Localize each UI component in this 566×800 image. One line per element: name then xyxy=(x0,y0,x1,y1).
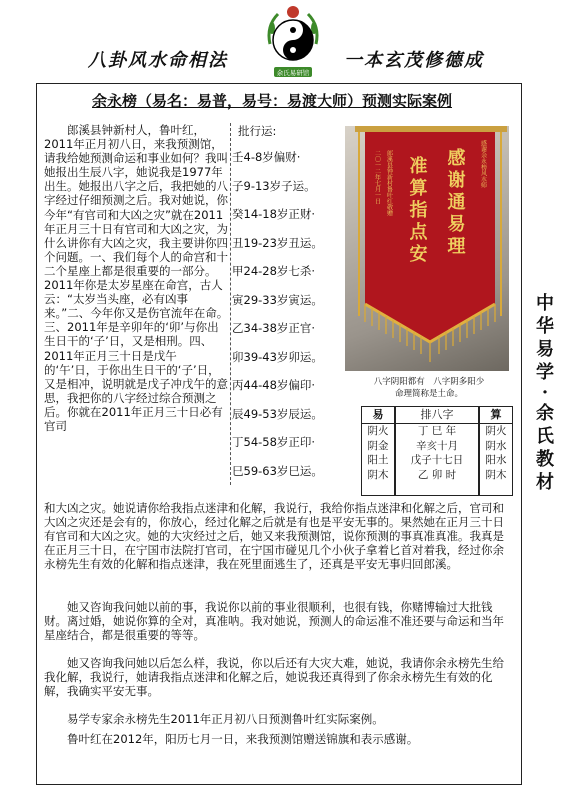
bazi-table xyxy=(361,406,513,494)
fortune-item: 子9-13岁子运。 xyxy=(232,178,316,193)
fortune-item: 丙44-48岁偏印· xyxy=(232,378,316,392)
side-char: 余 xyxy=(536,403,554,424)
fortune-item: 丑19-23岁丑运。 xyxy=(232,235,323,250)
banner-photo xyxy=(345,126,509,371)
article-paragraph-2: 她又咨询我问她以前的事，我说你以前的事业很顺利，也很有钱，你赌博输过大批钱财。离过婚，她说你算的全对，真准呐。我对她说，预测人的命运准不准还要与命运和当年星座结合，都是很重要的等等。 xyxy=(44,600,504,643)
fortune-item: 寅29-33岁寅运。 xyxy=(232,292,323,307)
bazi-cell: 戊子十七日 xyxy=(410,454,464,466)
column-divider xyxy=(230,123,231,485)
article-paragraph-5: 鲁叶红在2012年，阳历七月一日，来我预测馆赠送锦旗和表示感谢。 xyxy=(67,732,419,746)
banner-caption xyxy=(345,376,513,400)
bazi-left-column xyxy=(361,406,395,496)
banner-small-left: 郎溪县钟新村鲁叶红敬赠 xyxy=(385,150,393,216)
fortune-list xyxy=(232,123,332,492)
side-char: 易 xyxy=(536,339,554,360)
fortune-item: 丁54-58岁正印· xyxy=(232,435,316,449)
bazi-cell: 阴水 xyxy=(485,439,507,452)
side-vertical-text xyxy=(534,292,556,494)
yin-yang-logo xyxy=(264,4,322,80)
bazi-cell: 阴木 xyxy=(367,468,389,481)
bazi-cell: 辛亥十月 xyxy=(416,439,458,452)
side-char: 学 xyxy=(536,362,554,383)
side-char: 教 xyxy=(536,449,554,470)
bazi-cell: 阳水 xyxy=(485,454,507,466)
bazi-cell: 阳土 xyxy=(367,454,389,466)
logo-text: 余氏易研馆 xyxy=(276,69,310,77)
bazi-cell: 阴木 xyxy=(485,468,507,481)
fortune-item: 乙34-38岁正官· xyxy=(232,321,316,335)
fortune-item: 甲24-28岁七杀· xyxy=(232,264,316,278)
bazi-cell: 阴火 xyxy=(367,425,389,437)
bazi-left-head: 易 xyxy=(362,407,394,424)
side-char: 华 xyxy=(536,316,554,337)
banner-line-2: 准算指点安 xyxy=(406,156,428,266)
bazi-right-column xyxy=(479,406,513,496)
article-paragraph-4: 易学专家余永榜先生2011年正月初八日预测鲁叶红实际案例。 xyxy=(67,712,384,726)
banner-small-right: 感谢余永榜风水师 xyxy=(479,140,487,188)
article-paragraph-1: 郎溪县钟新村人，鲁叶红，2011年正月初八日，来我预测馆，请我给她预测命运和事业如何？我叫她报出生辰八字，她说我是1977年出生。她报出八字之后，我把她的八字经过仔细预测之后。我对她说，你今年“有官司和大凶之灾”就在2011年正月三十日有官司和大凶之灾，为什么讲你有大凶之灾，我主要讲你四个问题。一、我们每个人的命宫和十二个星座上都是很重要的一部分。2011年你是太岁星座在命宫，古人云：“太岁当头座，必有凶事来。”二、今年你又是伤官流年在命。三、2011年是辛卯年的‘卯’与你出生日干的‘子’日，又是相刑。四、2011年正月三十日是戊午的‘午’日，于你出生日干的‘子’日，又是相冲，说明就是戊子冲戊午的意思，我把你的八字经过综合预测之后。你就在2011年正月三十日必有官司 xyxy=(44,123,229,433)
fortune-item: 癸14-18岁正财· xyxy=(232,207,316,221)
bazi-cell: 阴金 xyxy=(367,439,389,452)
side-char: · xyxy=(541,382,549,403)
bazi-middle-column xyxy=(395,406,479,496)
header-left-slogan: 八卦风水命相法 xyxy=(88,50,228,71)
header-right-slogan: 一本玄茂修德成 xyxy=(344,50,484,71)
side-char: 材 xyxy=(536,472,554,493)
fortune-item: 壬4-8岁偏财· xyxy=(232,150,301,164)
bazi-right-head: 算 xyxy=(480,407,512,424)
banner-line-1: 感谢通易理 xyxy=(444,148,466,258)
banner-date: 二〇一二年七月一日 xyxy=(373,150,381,204)
side-char: 氏 xyxy=(536,426,554,447)
bazi-cell: 丁 巳 年 xyxy=(417,425,457,437)
fortune-item: 辰49-53岁辰运。 xyxy=(232,406,323,421)
fortune-heading: 批行运: xyxy=(238,124,277,138)
side-char: 中 xyxy=(536,293,554,314)
caption-text: 八字阴阳都有 八字阴多阳少 命理简称是土命。 xyxy=(373,377,485,399)
fortune-item: 卯39-43岁卯运。 xyxy=(232,349,323,364)
silk-banner-image xyxy=(345,126,509,371)
bazi-mid-head: 排八字 xyxy=(396,407,478,424)
page-title: 余永榜（易名：易普，易号：易渡大师）预测实际案例 xyxy=(92,92,453,110)
article-paragraph-3: 她又咨询我问她以后怎么样，我说，你以后还有大灾大难，她说，我请你余永榜先生给我化解，我说行，她请我指点迷津和化解之后，她说我还真得到了你余永榜先生有效的化解，我确实平安无事。 xyxy=(44,656,504,699)
bazi-cell: 乙 卯 时 xyxy=(417,468,457,481)
fortune-item: 巳59-63岁巳运。 xyxy=(232,463,323,478)
bazi-cell: 阴火 xyxy=(485,425,507,437)
article-paragraph-1-continued: 和大凶之灾。她说请你给我指点迷津和化解，我说行，我给你指点迷津和化解之后，官司和大凶之灾还是会有的，你放心，经过化解之后就是有也是平安无事的。果然她在正月三十日有官司和大凶之灾。她的大灾经过之后，她又来我预测馆，说你预测的事真准真准。我真是在正月三十日，在宁国市法院打官司，在宁国市碰见几个小伙子拿着匕首对着我，经过你余永榜先生有效的化解和指点迷津，我在死里面逃生了，还真是平安无事归回郎溪。 xyxy=(44,501,504,572)
